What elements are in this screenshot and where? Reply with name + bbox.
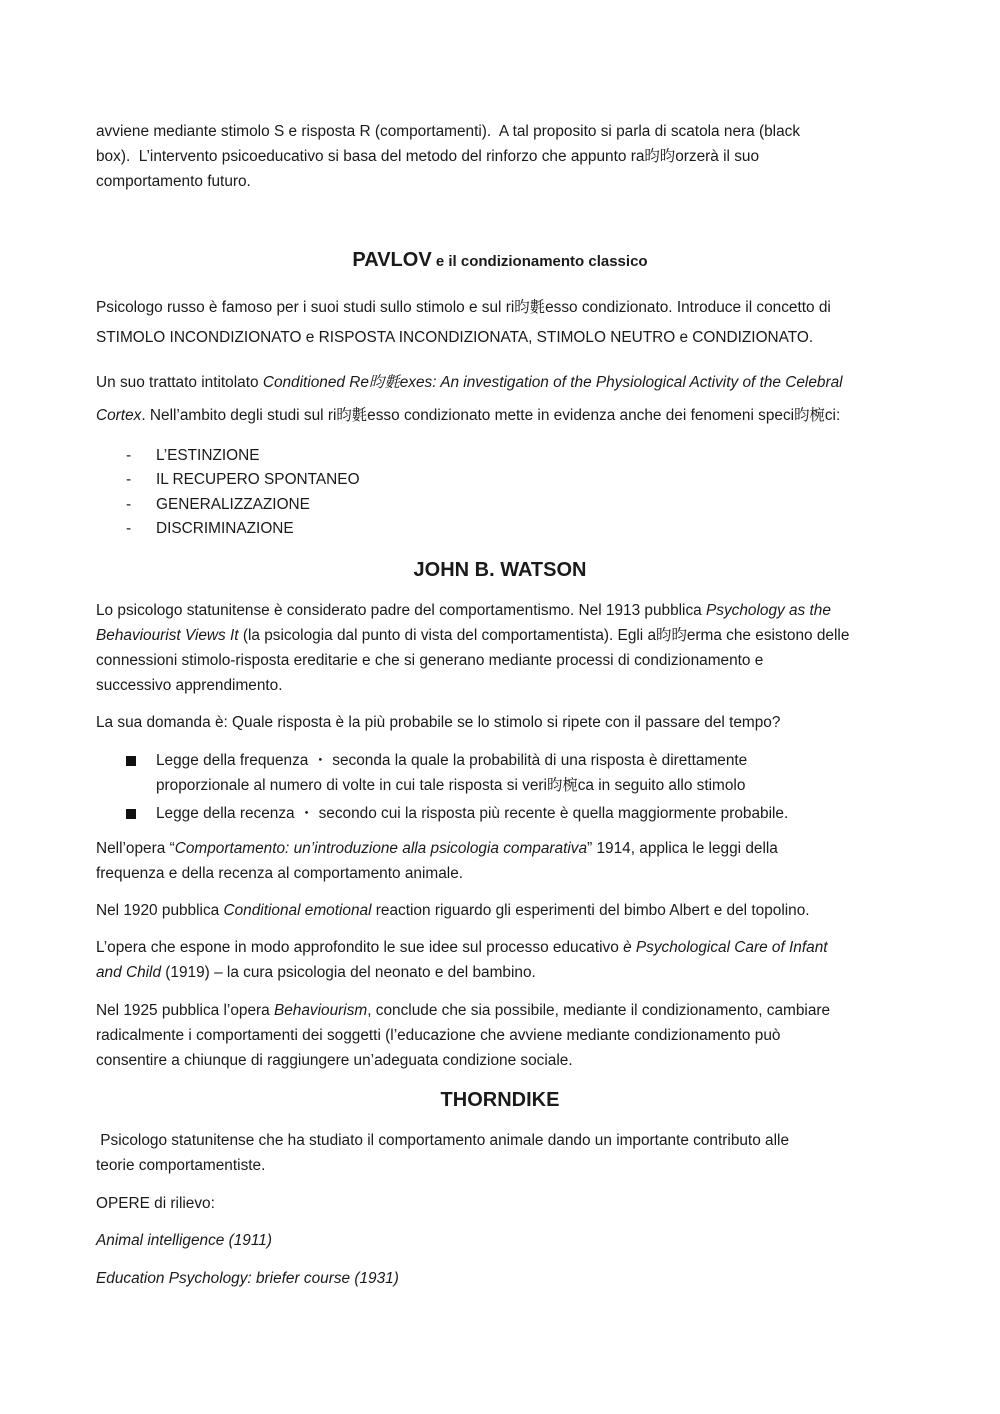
dash-marker: -: [126, 471, 132, 488]
list-item-label: L’ESTINZIONE: [156, 447, 260, 464]
watson-p5-title: è Psychological Care of Infant: [623, 939, 828, 956]
pavlov-p1-line-1: Psicologo russo è famoso per i suoi studi sullo stimolo e sul ri昀氀esso condizionato. Introduce il concetto di: [96, 299, 831, 316]
watson-p3-line-2: frequenza e della recenza al comportamento animale.: [96, 865, 464, 882]
pavlov-treatise-title-end: Cortex: [96, 407, 142, 424]
watson-p6-title: Behaviourism: [273, 1002, 368, 1019]
watson-p5-title-end: and Child: [96, 964, 162, 981]
watson-p4-text-2: reaction riguardo gli esperimenti del bimbo Albert e del topolino.: [371, 902, 810, 919]
dash-marker: -: [126, 520, 132, 537]
square-bullet-icon: [126, 809, 136, 819]
thorndike-paragraph: [96, 1128, 906, 1178]
watson-p1-text-2: (la psicologia dal punto di vista del comportamentista). Egli a昀昀erma che esistono delle: [238, 627, 850, 644]
pavlov-p1-line-2: STIMOLO INCONDIZIONATO e RISPOSTA INCONDIZIONATA, STIMOLO NEUTRO e CONDIZIONATO.: [96, 329, 814, 346]
watson-p3-text: Nell’opera “: [96, 840, 175, 857]
intro-line-1: avviene mediante stimolo S e risposta R (comportamenti). A tal proposito si parla di scatola nera (black: [96, 123, 801, 140]
pavlov-heading: [0, 247, 1000, 275]
watson-paragraph-4: [96, 898, 906, 923]
watson-paragraph-6: [96, 998, 906, 1073]
intro-line-3: comportamento futuro.: [96, 173, 251, 190]
pavlov-paragraph-2: [96, 366, 906, 432]
list-item-label: GENERALIZZAZIONE: [156, 496, 310, 513]
watson-book-title: Psychology as the: [706, 602, 831, 619]
thorndike-heading: THORNDIKE: [440, 1089, 560, 1111]
thorndike-work-2: [96, 1266, 906, 1291]
watson-paragraph-3: [96, 836, 906, 886]
pavlov-heading-subtitle: e il condizionamento classico: [431, 253, 648, 270]
watson-p5-text: L’opera che espone in modo approfondito le sue idee sul processo educativo: [96, 939, 624, 956]
pavlov-treatise-title: Conditioned Re昀氀exes: An investigation of the Physiological Activity of the Celebral: [262, 374, 843, 391]
pavlov-p2-text-end: . Nell’ambito degli studi sul ri昀氀esso condizionato mette in evidenza anche dei fenomeni speci昀椀ci:: [141, 407, 841, 424]
watson-heading: JOHN B. WATSON: [413, 559, 587, 581]
watson-p4-text: Nel 1920 pubblica: [96, 902, 224, 919]
law-text: [156, 748, 856, 798]
thorndike-line-2: teorie comportamentiste.: [96, 1157, 266, 1174]
watson-paragraph-5: [96, 935, 906, 985]
watson-question: La sua domanda è: Quale risposta è la più probabile se lo stimolo si ripete con il passare del tempo?: [96, 714, 781, 731]
watson-p1-text: Lo psicologo statunitense è considerato padre del comportamentismo. Nel 1913 pubblica: [96, 602, 707, 619]
law-item: [96, 801, 906, 827]
dash-marker: -: [126, 496, 132, 513]
thorndike-work-1-title: Animal intelligence (1911): [96, 1232, 272, 1249]
pavlov-paragraph-1: [96, 293, 906, 353]
pavlov-p2-text: Un suo trattato intitolato: [96, 374, 263, 391]
list-item-label: IL RECUPERO SPONTANEO: [156, 471, 360, 488]
law-1-line-1: Legge della frequenza ・ seconda la quale la probabilità di una risposta è direttamente: [156, 752, 748, 769]
thorndike-work-2-title: Education Psychology: briefer course (1931): [96, 1270, 399, 1287]
dash-marker: -: [126, 447, 132, 464]
watson-p3-text-2: ” 1914, applica le leggi della: [587, 840, 778, 857]
thorndike-opere-label: OPERE di rilievo:: [96, 1195, 215, 1212]
law-item: [96, 748, 906, 800]
thorndike-line-1: Psicologo statunitense che ha studiato il comportamento animale dando un importante contributo alle: [96, 1132, 790, 1149]
watson-p5-text-2: (1919) – la cura psicologia del neonato e del bambino.: [161, 964, 536, 981]
watson-p6-text: Nel 1925 pubblica l’opera: [96, 1002, 274, 1019]
intro-paragraph: [96, 119, 906, 194]
watson-p1-line-3: connessioni stimolo-risposta ereditarie e che si generano mediante processi di condizionamento e: [96, 652, 764, 669]
watson-p3-title: Comportamento: un’introduzione alla psicologia comparativa: [174, 840, 588, 857]
law-1-line-2: proporzionale al numero di volte in cui tale risposta si veri昀椀ca in seguito allo stimolo: [156, 777, 746, 794]
list-item-label: DISCRIMINAZIONE: [156, 520, 294, 537]
watson-p6-line-3: consentire a chiunque di raggiungere un’adeguata condizione sociale.: [96, 1052, 573, 1069]
watson-p4-title: Conditional emotional: [223, 902, 372, 919]
watson-paragraph-1: [96, 598, 906, 698]
watson-book-title-end: Behaviourist Views It: [96, 627, 239, 644]
law-2-text: Legge della recenza ・ secondo cui la risposta più recente è quella maggiormente probabile.: [156, 805, 789, 822]
watson-p6-text-2: , conclude che sia possibile, mediante il condizionamento, cambiare: [367, 1002, 831, 1019]
watson-p6-line-2: radicalmente i comportamenti dei soggetti (l’educazione che avviene mediante condizionamento può: [96, 1027, 781, 1044]
square-bullet-icon: [126, 756, 136, 766]
intro-line-2: box). L’intervento psicoeducativo si basa del metodo del rinforzo che appunto ra昀昀orzerà il suo: [96, 148, 760, 165]
watson-p1-line-4: successivo apprendimento.: [96, 677, 283, 694]
pavlov-heading-main: PAVLOV: [352, 249, 432, 271]
thorndike-work-1: [96, 1228, 906, 1253]
